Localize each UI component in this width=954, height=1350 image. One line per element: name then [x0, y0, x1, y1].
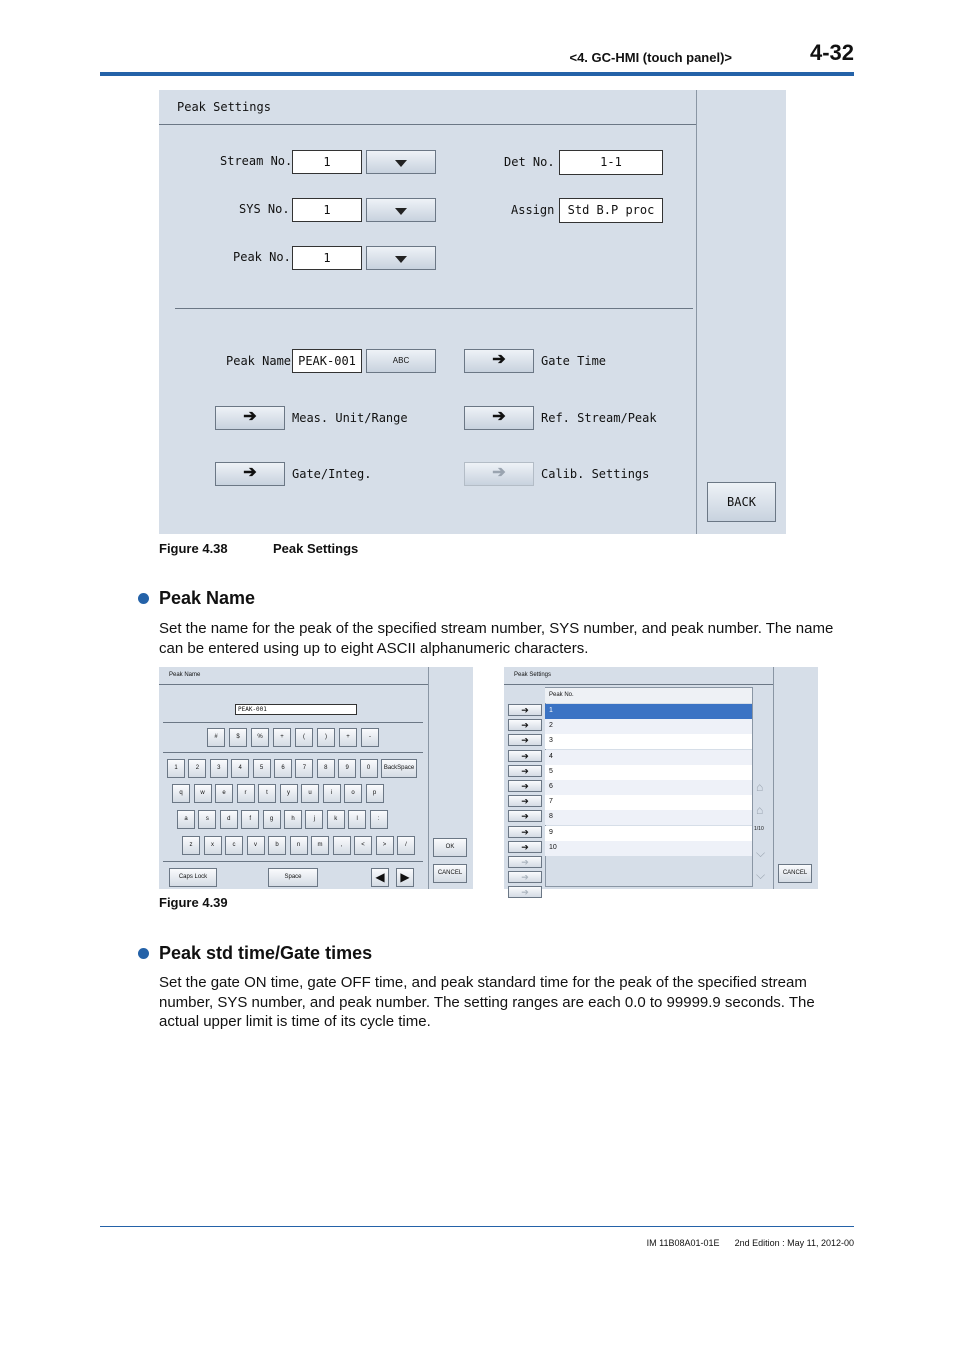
list-item[interactable]: 6	[545, 780, 752, 795]
key-label: ,	[340, 842, 343, 848]
side-panel	[773, 667, 818, 889]
key-label: 5	[259, 765, 264, 771]
list-item[interactable]: 7	[545, 795, 752, 810]
row-arrow-button[interactable]	[508, 810, 542, 822]
key-label: i	[330, 790, 333, 796]
calib-settings-label: Calib. Settings	[541, 467, 650, 481]
ref-stream-peak-label: Ref. Stream/Peak	[541, 411, 657, 425]
section-header: <4. GC-HMI (touch panel)>	[569, 50, 732, 65]
key-label: p	[372, 790, 377, 796]
cancel-button[interactable]	[433, 864, 467, 883]
figure-438-title: Peak Settings	[273, 541, 359, 556]
right-arrow-icon: ➔	[521, 796, 529, 807]
triangle-right-icon: ▶	[400, 870, 410, 884]
right-arrow-icon: ➔	[521, 841, 529, 852]
right-arrow-icon: ➔	[521, 720, 529, 731]
key-3[interactable]	[247, 836, 265, 855]
key-2[interactable]	[251, 728, 269, 747]
list-item[interactable]: 9	[545, 826, 752, 841]
meas-unit-range-button[interactable]	[215, 406, 285, 430]
peak-no-label: Peak No.	[233, 250, 291, 264]
list-item[interactable]: 3	[545, 734, 752, 749]
key-label: j	[313, 816, 316, 822]
sys-no-label: SYS No.	[239, 202, 290, 216]
key-10[interactable]	[397, 836, 415, 855]
scroll-down-icon[interactable]: ⌵	[756, 846, 766, 860]
key-label: :	[377, 816, 380, 822]
key-label: BackSpace	[383, 765, 415, 771]
key-label: r	[244, 790, 247, 796]
peak-no-field[interactable]: 1	[292, 246, 362, 270]
key-3[interactable]	[241, 810, 259, 829]
column-header: Peak No.	[545, 688, 752, 703]
right-arrow-icon: ➔	[521, 826, 529, 837]
key-3[interactable]	[273, 728, 291, 747]
peak-name-heading: Peak Name	[159, 588, 256, 608]
key-5[interactable]	[317, 728, 335, 747]
divider	[163, 722, 423, 723]
key-label: k	[334, 816, 338, 822]
chevron-down-icon	[395, 208, 407, 215]
key-label: +	[280, 734, 284, 740]
list-item[interactable]: 4	[545, 750, 752, 765]
back-button[interactable]	[707, 482, 776, 522]
key-1[interactable]	[204, 836, 222, 855]
det-no-field[interactable]: 1-1	[559, 150, 663, 175]
key-1[interactable]	[198, 810, 216, 829]
right-arrow-icon: ➔	[521, 750, 529, 761]
key-8[interactable]	[348, 810, 366, 829]
ok-button[interactable]	[433, 838, 467, 857]
scroll-up-icon[interactable]: ⌂	[756, 803, 764, 817]
peak-name-input[interactable]: PEAK-001	[235, 704, 357, 715]
caps-lock-label: Caps Lock	[178, 874, 208, 880]
key-6[interactable]	[295, 759, 313, 778]
key-label: o	[351, 790, 355, 796]
calib-settings-button[interactable]	[464, 462, 534, 486]
row-arrow-button[interactable]	[508, 765, 542, 777]
figure-439-number: Figure 4.39	[159, 895, 228, 910]
key-5[interactable]	[280, 784, 298, 803]
key-2[interactable]	[215, 784, 233, 803]
right-arrow-icon: ➔	[243, 408, 257, 425]
key-label: 4	[238, 765, 242, 771]
right-arrow-icon: ➔	[521, 765, 529, 776]
key-10[interactable]	[381, 759, 417, 778]
key-label: 2	[195, 765, 200, 771]
key-label: s	[205, 816, 209, 822]
peak-std-time-paragraph: Set the gate ON time, gate OFF time, and peak standard time for the peak of the specified stream number, SYS number, and peak number. The setting ranges are each 0.0 to 99999.9 seconds. The actual upper limit is time of its cycle time.	[159, 974, 815, 1030]
stream-no-dropdown-button[interactable]	[366, 150, 436, 174]
right-arrow-icon: ➔	[521, 735, 529, 746]
key-label: l	[356, 816, 358, 822]
page-indicator: 1/10	[754, 826, 764, 832]
ref-stream-peak-button[interactable]	[464, 406, 534, 430]
key-label: 1	[174, 765, 178, 771]
key-7[interactable]	[323, 784, 341, 803]
right-arrow-icon: ➔	[521, 811, 529, 822]
key-3[interactable]	[237, 784, 255, 803]
gate-integ-label: Gate/Integ.	[292, 467, 372, 481]
row-arrow-button[interactable]	[508, 795, 542, 807]
key-label: -	[369, 734, 371, 740]
row-arrow-button[interactable]	[508, 856, 542, 868]
key-2[interactable]	[225, 836, 243, 855]
key-4[interactable]	[263, 810, 281, 829]
list-item[interactable]: 10	[545, 841, 752, 856]
key-label: f	[249, 816, 252, 822]
page-down-icon[interactable]: ⌵	[756, 868, 766, 882]
key-label: x	[211, 842, 214, 848]
assign-label: Assign	[511, 203, 555, 217]
key-label: #	[214, 734, 218, 740]
right-arrow-icon: ➔	[521, 887, 529, 898]
key-label: 3	[217, 765, 221, 771]
divider	[163, 752, 423, 753]
key-label: b	[275, 842, 279, 848]
footer-text	[647, 1238, 854, 1248]
gate-time-label: Gate Time	[541, 354, 607, 368]
key-label: h	[291, 816, 295, 822]
key-label: %	[257, 734, 263, 740]
key-9[interactable]	[360, 759, 378, 778]
sys-no-dropdown-button[interactable]	[366, 198, 436, 222]
right-arrow-icon: ➔	[521, 872, 529, 883]
key-9[interactable]	[376, 836, 394, 855]
abc-button[interactable]	[366, 349, 436, 373]
key-2[interactable]	[220, 810, 238, 829]
key-7[interactable]	[361, 728, 379, 747]
title-divider	[504, 684, 773, 685]
stream-no-label: Stream No.	[220, 154, 293, 168]
list-item[interactable]: 5	[545, 765, 752, 780]
key-1[interactable]	[188, 759, 206, 778]
key-6[interactable]	[339, 728, 357, 747]
key-3[interactable]	[231, 759, 249, 778]
row-arrow-button[interactable]	[508, 719, 542, 731]
row-arrow-button[interactable]	[508, 780, 542, 792]
key-2[interactable]	[210, 759, 228, 778]
cancel-button[interactable]	[778, 864, 812, 883]
key-0[interactable]	[167, 759, 185, 778]
space-label: Space	[284, 874, 302, 880]
gate-time-button[interactable]	[464, 349, 534, 373]
key-label: u	[308, 790, 312, 796]
key-4[interactable]	[268, 836, 286, 855]
peak-name-paragraph: Set the name for the peak of the specified stream number, SYS number, and peak number. The name can be entered using up to eight ASCII alphanumeric characters.	[159, 620, 834, 657]
key-label: a	[184, 816, 188, 822]
right-arrow-icon: ➔	[521, 705, 529, 715]
key-8[interactable]	[354, 836, 372, 855]
keyboard-title: Peak Name	[169, 672, 201, 678]
section-divider	[175, 308, 693, 309]
key-0[interactable]	[207, 728, 225, 747]
right-arrow-icon: ➔	[492, 351, 506, 368]
key-0[interactable]	[172, 784, 190, 803]
key-4[interactable]	[258, 784, 276, 803]
key-5[interactable]	[274, 759, 292, 778]
cursor-right-key[interactable]	[396, 868, 414, 887]
peak-name-field[interactable]: PEAK-001	[292, 349, 362, 373]
bullet-icon	[138, 948, 149, 959]
list-item[interactable]: 2	[545, 719, 752, 734]
divider	[163, 861, 423, 862]
key-label: 6	[281, 765, 285, 771]
cancel-label: CANCEL	[782, 870, 808, 876]
key-label: d	[227, 816, 231, 822]
key-label: 0	[366, 765, 371, 771]
key-label: 8	[324, 765, 328, 771]
row-arrow-button[interactable]	[508, 750, 542, 762]
right-arrow-icon: ➔	[492, 408, 506, 425]
key-5[interactable]	[290, 836, 308, 855]
det-no-label: Det No.	[504, 155, 555, 169]
triangle-left-icon: ◀	[375, 870, 385, 884]
ok-label: OK	[445, 844, 455, 850]
key-7[interactable]	[333, 836, 351, 855]
key-label: 9	[345, 765, 349, 771]
key-label: q	[179, 790, 183, 796]
key-1[interactable]	[229, 728, 247, 747]
right-arrow-icon: ➔	[492, 464, 506, 481]
key-8[interactable]	[338, 759, 356, 778]
key-label: +	[346, 734, 350, 740]
peak-list-screen	[504, 667, 817, 898]
key-label: 7	[302, 765, 307, 771]
stream-no-field[interactable]: 1	[292, 150, 362, 174]
key-6[interactable]	[311, 836, 329, 855]
right-arrow-icon: ➔	[521, 857, 529, 867]
page-number: 4-32	[810, 40, 855, 65]
key-4[interactable]	[253, 759, 271, 778]
chevron-down-icon	[395, 256, 407, 263]
key-label: z	[189, 842, 193, 848]
cursor-left-key[interactable]	[371, 868, 389, 887]
peak-settings-screen	[159, 90, 785, 534]
key-label: y	[287, 790, 290, 796]
key-label: c	[232, 842, 236, 848]
row-arrow-button[interactable]	[508, 871, 542, 883]
side-panel	[696, 90, 786, 534]
peak-name-keyboard-screen	[159, 667, 472, 889]
peak-no-dropdown-button[interactable]	[366, 246, 436, 270]
key-7[interactable]	[327, 810, 345, 829]
assign-field[interactable]: Std B.P proc	[559, 198, 663, 223]
key-9[interactable]	[370, 810, 388, 829]
key-label: t	[266, 790, 268, 796]
doc-id: IM 11B08A01-01E	[646, 1238, 720, 1248]
meas-unit-range-label: Meas. Unit/Range	[292, 411, 408, 425]
footer-rule	[100, 1226, 854, 1227]
key-6[interactable]	[305, 810, 323, 829]
caps-lock-key[interactable]	[169, 868, 217, 887]
row-arrow-button[interactable]	[508, 826, 542, 838]
sys-no-field[interactable]: 1	[292, 198, 362, 222]
cancel-label: CANCEL	[437, 870, 463, 876]
key-label: /	[405, 842, 407, 848]
key-label: <	[361, 842, 365, 848]
key-label: e	[222, 790, 226, 796]
page-up-icon[interactable]: ⌂	[756, 780, 764, 794]
key-label: >	[382, 842, 387, 848]
key-label: g	[269, 816, 274, 822]
key-1[interactable]	[194, 784, 212, 803]
key-0[interactable]	[182, 836, 200, 855]
header-rule	[100, 72, 854, 76]
key-label: (	[303, 734, 305, 740]
key-0[interactable]	[177, 810, 195, 829]
figure-438-number: Figure 4.38	[159, 541, 228, 556]
edition: 2nd Edition : May 11, 2012-00	[734, 1238, 854, 1248]
list-title: Peak Settings	[514, 672, 552, 678]
back-label: BACK	[727, 495, 756, 509]
row-arrow-button[interactable]	[508, 734, 542, 746]
row-arrow-button[interactable]	[508, 886, 542, 898]
key-label: m	[317, 842, 323, 848]
list-item[interactable]: 1	[545, 704, 752, 719]
peak-name-label: Peak Name	[226, 354, 292, 368]
key-8[interactable]	[344, 784, 362, 803]
key-4[interactable]	[295, 728, 313, 747]
title-divider	[159, 684, 428, 685]
list-item[interactable]: 8	[545, 810, 752, 825]
peak-std-time-heading: Peak std time/Gate times	[159, 943, 373, 963]
key-6[interactable]	[301, 784, 319, 803]
key-5[interactable]	[284, 810, 302, 829]
key-label: $	[236, 734, 240, 740]
key-label: w	[200, 790, 205, 796]
row-arrow-button[interactable]	[508, 704, 542, 716]
title-divider	[159, 124, 696, 125]
bullet-icon	[138, 593, 149, 604]
chevron-down-icon	[395, 160, 407, 167]
abc-label: ABC	[392, 356, 410, 365]
gate-integ-button[interactable]	[215, 462, 285, 486]
row-arrow-button[interactable]	[508, 841, 542, 853]
key-label: )	[325, 734, 327, 740]
key-label: v	[254, 842, 257, 848]
key-9[interactable]	[366, 784, 384, 803]
right-arrow-icon: ➔	[521, 781, 529, 791]
screen-title: Peak Settings	[177, 100, 271, 114]
key-label: n	[296, 842, 301, 848]
space-key[interactable]	[268, 868, 318, 887]
right-arrow-icon: ➔	[243, 464, 257, 481]
key-7[interactable]	[317, 759, 335, 778]
